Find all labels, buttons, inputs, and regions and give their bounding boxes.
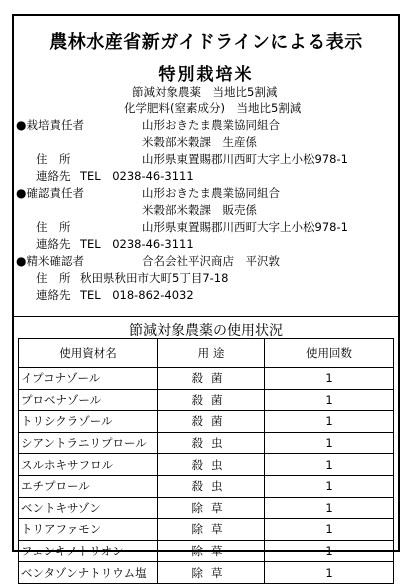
material-name: イプコナゾール [19,368,158,390]
material-use: 除草 [158,562,265,584]
table-row [19,454,394,476]
label-frame [12,14,400,580]
grower-address-label: 住 所 [36,152,71,166]
reduction-fertilizer: 化学肥料(窒素成分) 当地比5割減 [124,101,302,115]
bullet-icon: ● [16,118,27,132]
table-row [19,475,394,497]
material-use: 殺菌 [158,368,265,390]
table-row [19,368,394,390]
checker-heading [16,185,84,201]
pesticide-usage-table [18,338,394,584]
checker-address-label: 住 所 [36,220,71,234]
checker-label: 確認責任者 [26,186,84,200]
header-use: 用 途 [158,339,265,368]
miller-address: 秋田県秋田市大町5丁目7-18 [80,271,229,285]
table-row [19,389,394,411]
checker-phone-label: 連絡先 [36,237,71,251]
miller-heading [16,253,84,269]
header-count: 使用回数 [265,339,394,368]
material-name: プロベナゾール [19,389,158,411]
material-count: 1 [265,519,394,541]
miller-phone-label: 連絡先 [36,288,71,302]
material-use: 殺虫 [158,454,265,476]
grower-org: 山形おきたま農業協同組合 [142,118,280,132]
grower-phone-label: 連絡先 [36,169,71,183]
table-row [19,497,394,519]
header-material: 使用資材名 [19,339,158,368]
material-name: トリシクラゾール [19,411,158,433]
material-count: 1 [265,540,394,562]
material-count: 1 [265,389,394,411]
table-row [19,411,394,433]
material-use: 除草 [158,540,265,562]
material-name: ベンタゾンナトリウム塩 [19,562,158,584]
miller-phone: TEL 018-862-4032 [80,288,194,302]
table-header-row [19,339,394,368]
material-count: 1 [265,368,394,390]
material-count: 1 [265,497,394,519]
material-use: 殺虫 [158,475,265,497]
bullet-icon: ● [16,254,27,268]
material-use: 除草 [158,519,265,541]
material-name: フェンキノトリオン [19,540,158,562]
material-use: 殺菌 [158,389,265,411]
material-count: 1 [265,454,394,476]
label-subtitle: 特別栽培米 [158,65,254,85]
grower-dept: 米穀部米穀課 生産係 [142,135,257,149]
material-count: 1 [265,411,394,433]
material-use: 殺虫 [158,432,265,454]
checker-address: 山形県東置賜郡川西町大字上小松978-1 [142,220,348,234]
miller-org: 合名会社平沢商店 平沢敦 [142,254,280,268]
table-row [19,432,394,454]
grower-label: 栽培責任者 [26,118,84,132]
checker-dept: 米穀部米穀課 販売係 [142,203,257,217]
section-divider [14,316,398,317]
usage-table-title: 節減対象農薬の使用状況 [129,323,283,339]
grower-heading [16,117,84,133]
material-name: エチプロール [19,475,158,497]
label-title: 農林水産省新ガイドラインによる表示 [49,32,363,53]
material-use: 殺菌 [158,411,265,433]
grower-address: 山形県東置賜郡川西町大字上小松978-1 [142,152,348,166]
table-row [19,519,394,541]
material-name: トリアファモン [19,519,158,541]
checker-org: 山形おきたま農業協同組合 [142,186,280,200]
miller-label: 精米確認者 [26,254,84,268]
grower-phone: TEL 0238-46-3111 [80,169,194,183]
material-name: ベントキサゾン [19,497,158,519]
material-name: スルホキサフロル [19,454,158,476]
checker-phone: TEL 0238-46-3111 [80,237,194,251]
bullet-icon: ● [16,186,27,200]
table-row [19,540,394,562]
material-count: 1 [265,475,394,497]
material-count: 1 [265,562,394,584]
material-use: 除草 [158,497,265,519]
material-count: 1 [265,432,394,454]
material-name: シアントラニリプロール [19,432,158,454]
reduction-pesticide: 節減対象農薬 当地比5割減 [132,85,278,99]
table-row [19,562,394,584]
miller-address-label: 住 所 [36,271,71,285]
